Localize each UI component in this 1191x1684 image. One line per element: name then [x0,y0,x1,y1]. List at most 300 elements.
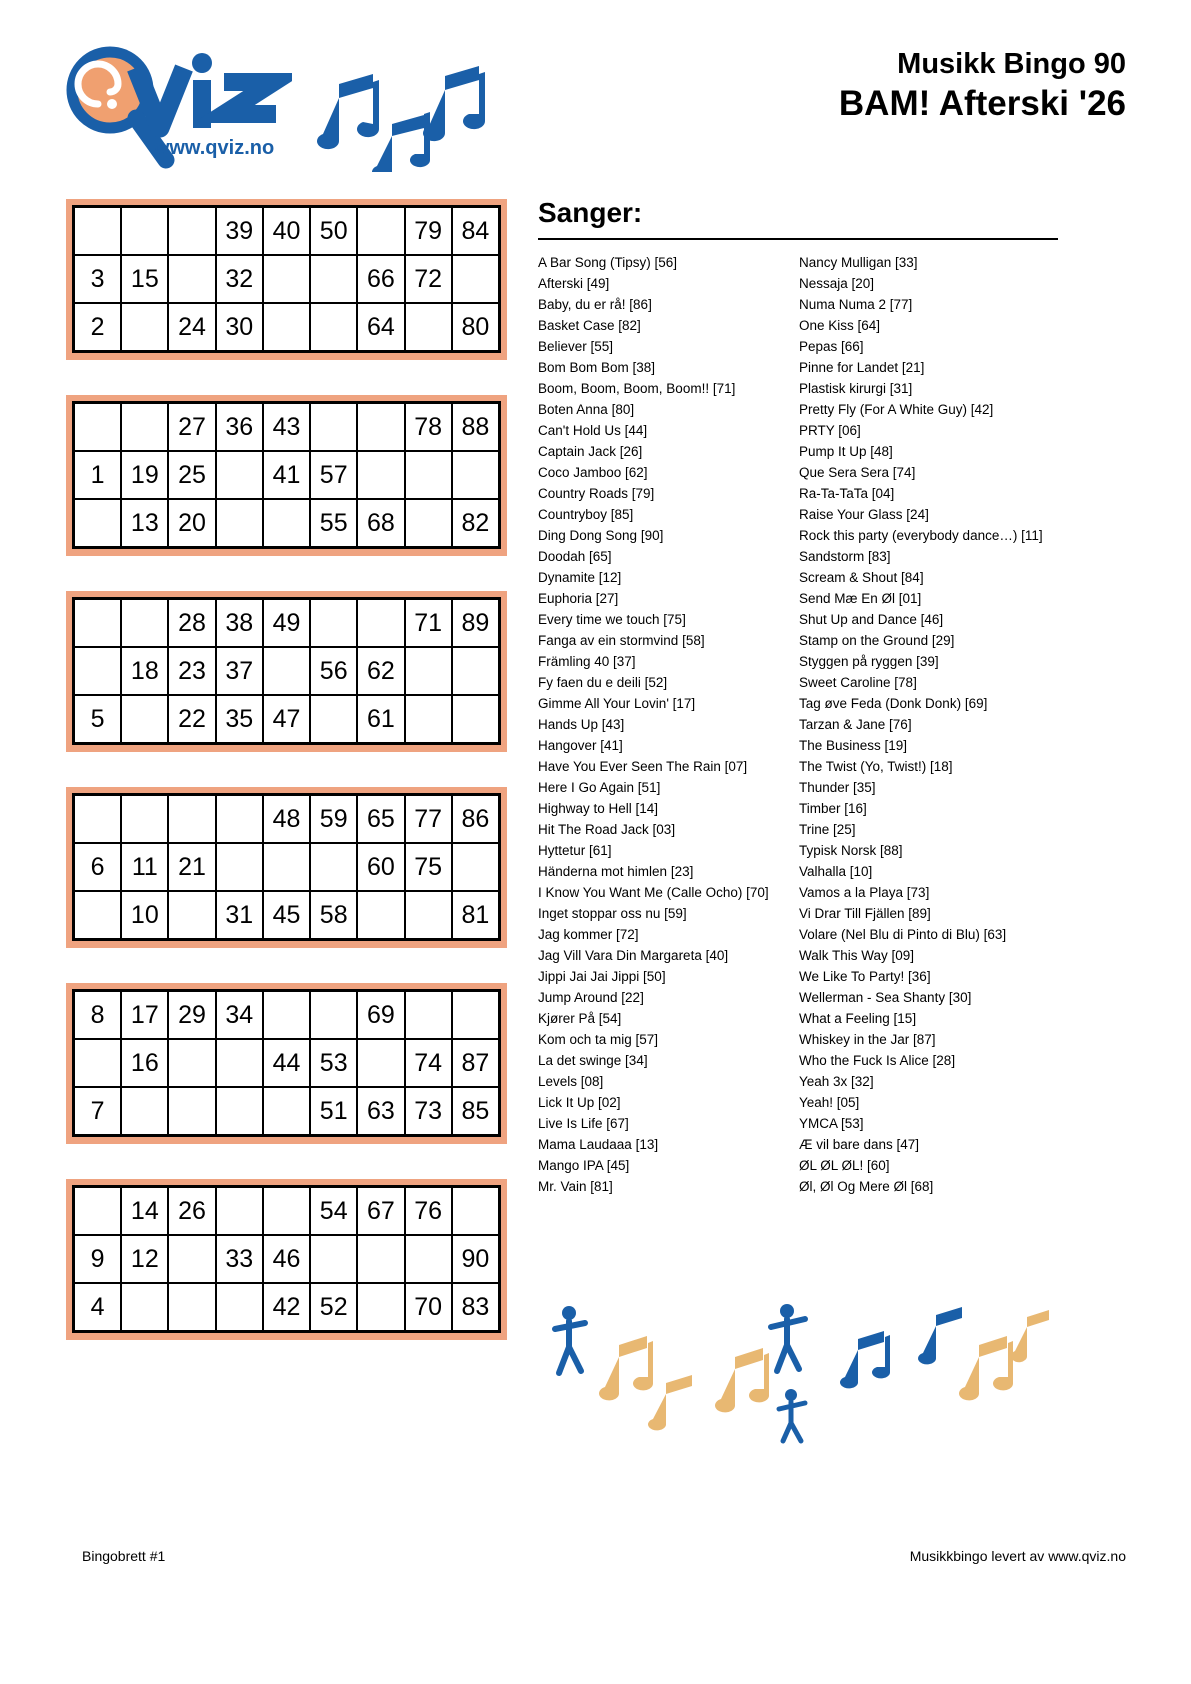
song-list-item: A Bar Song (Tipsy) [56] [538,255,678,270]
song-list-item: Captain Jack [26] [538,444,643,459]
bingo-cell[interactable]: 31 [217,892,262,938]
bingo-cell[interactable]: 34 [217,992,262,1038]
bingo-cell-empty[interactable] [311,1236,356,1282]
music-note-icon [305,62,495,172]
bingo-cell-empty[interactable] [122,208,167,254]
bingo-cell[interactable]: 8 [75,992,120,1038]
footer-credit: Musikkbingo levert av www.qviz.no [909,1548,1126,1564]
bingo-board [66,591,507,752]
bingo-cell[interactable]: 61 [358,696,403,742]
bingo-cell-empty[interactable] [358,892,403,938]
bingo-grid [72,793,501,941]
bingo-cell-empty[interactable] [311,256,356,302]
bingo-cell[interactable]: 29 [169,992,214,1038]
bingo-cell[interactable]: 23 [169,648,214,694]
song-list-item: Ding Dong Song [90] [538,528,664,543]
song-list-item: Raise Your Glass [24] [799,507,929,522]
bingo-cell[interactable]: 71 [406,600,451,646]
song-list-item: Countryboy [85] [538,507,634,522]
bingo-cell-empty[interactable] [311,992,356,1038]
bingo-cell[interactable]: 21 [169,844,214,890]
bingo-cell[interactable]: 70 [406,1284,451,1330]
dancers-decoration [545,1295,1065,1445]
song-list-item: Fanga av ein stormvind [58] [538,633,705,648]
bingo-row [75,1284,498,1330]
bingo-cell-empty[interactable] [358,1236,403,1282]
bingo-cell-empty[interactable] [358,208,403,254]
song-list-item: Jippi Jai Jai Jippi [50] [538,969,666,984]
bingo-cell[interactable]: 85 [453,1088,498,1134]
song-list-item: Dynamite [12] [538,570,622,585]
bingo-cell-empty[interactable] [169,796,214,842]
bingo-cell[interactable]: 28 [169,600,214,646]
song-list-item: Yeah 3x [32] [799,1074,874,1089]
bingo-row [75,892,498,938]
bingo-cell[interactable]: 30 [217,304,262,350]
bingo-cell[interactable]: 26 [169,1188,214,1234]
song-list-item: Nancy Mulligan [33] [799,255,918,270]
song-list-item: Mango IPA [45] [538,1158,630,1173]
song-list-item: Sweet Caroline [78] [799,675,917,690]
title-block [839,46,1126,126]
bingo-cell-empty[interactable] [169,1040,214,1086]
bingo-grid [72,989,501,1137]
bingo-cell-empty[interactable] [169,1284,214,1330]
bingo-cell[interactable]: 86 [453,796,498,842]
song-list-item: Whiskey in the Jar [87] [799,1032,936,1047]
song-list-item: Send Mæ En Øl [01] [799,591,922,606]
bingo-row [75,796,498,842]
bingo-cell[interactable]: 58 [311,892,356,938]
song-list-item: Country Roads [79] [538,486,655,501]
bingo-cell[interactable]: 83 [453,1284,498,1330]
page-title: BAM! Afterski '26 [838,84,1126,123]
song-list-item: Live Is Life [67] [538,1116,629,1131]
bingo-cell[interactable]: 57 [311,452,356,498]
bingo-cell[interactable]: 67 [358,1188,403,1234]
bingo-cell[interactable]: 18 [122,648,167,694]
bingo-cell[interactable]: 12 [122,1236,167,1282]
song-list-item: Vi Drar Till Fjällen [89] [799,906,931,921]
song-list-item: Kom och ta mig [57] [538,1032,659,1047]
bingo-cell-empty[interactable] [311,404,356,450]
song-list-item: Vamos a la Playa [73] [799,885,930,900]
bingo-cell[interactable]: 79 [406,208,451,254]
song-list-item: Hands Up [43] [538,717,625,732]
bingo-cell[interactable]: 76 [406,1188,451,1234]
song-list-item: The Business [19] [799,738,908,753]
song-list-item: Styggen på ryggen [39] [799,654,939,669]
bingo-cell[interactable]: 80 [453,304,498,350]
song-list-item: Mr. Vain [81] [538,1179,613,1194]
bingo-cell[interactable]: 4 [75,1284,120,1330]
bingo-row [75,1040,498,1086]
bingo-cell[interactable]: 90 [453,1236,498,1282]
bingo-cell-empty[interactable] [453,1188,498,1234]
bingo-row [75,992,498,1038]
bingo-cell-empty[interactable] [264,648,309,694]
bingo-cell[interactable]: 35 [217,696,262,742]
song-list-item: Pepas [66] [799,339,864,354]
song-list-item: Æ vil bare dans [47] [799,1137,920,1152]
bingo-cell-empty[interactable] [75,648,120,694]
bingo-cell[interactable]: 22 [169,696,214,742]
bingo-cell-empty[interactable] [264,304,309,350]
bingo-cell[interactable]: 59 [311,796,356,842]
bingo-cell-empty[interactable] [264,1188,309,1234]
bingo-row [75,304,498,350]
song-list-item: I Know You Want Me (Calle Ocho) [70] [538,885,769,900]
bingo-cell[interactable]: 11 [122,844,167,890]
bingo-cell[interactable]: 5 [75,696,120,742]
bingo-cell[interactable]: 33 [217,1236,262,1282]
song-list-item: Thunder [35] [799,780,876,795]
song-list-item: Typisk Norsk [88] [799,843,903,858]
bingo-cell[interactable]: 40 [264,208,309,254]
song-list-item: Øl, Øl Og Mere Øl [68] [799,1179,934,1194]
bingo-cell[interactable]: 41 [264,452,309,498]
bingo-cell-empty[interactable] [75,892,120,938]
bingo-cell[interactable]: 73 [406,1088,451,1134]
bingo-cell-empty[interactable] [217,796,262,842]
bingo-cell[interactable]: 66 [358,256,403,302]
song-list-item: Boten Anna [80] [538,402,635,417]
bingo-cell-empty[interactable] [75,1040,120,1086]
song-list-item: Pretty Fly (For A White Guy) [42] [799,402,994,417]
bingo-cell-empty[interactable] [217,1284,262,1330]
bingo-cell-empty[interactable] [122,1284,167,1330]
song-list-item: Valhalla [10] [799,864,873,879]
bingo-cell-empty[interactable] [169,892,214,938]
song-list-item: Tag øve Feda (Donk Donk) [69] [799,696,988,711]
bingo-cell[interactable]: 68 [358,500,403,546]
song-list-item: Doodah [65] [538,549,612,564]
bingo-cell[interactable]: 43 [264,404,309,450]
bingo-cell-empty[interactable] [217,1088,262,1134]
page-header [0,0,1191,190]
bingo-cell[interactable]: 45 [264,892,309,938]
bingo-cell-empty[interactable] [358,404,403,450]
song-list-item: Händerna mot himlen [23] [538,864,694,879]
song-list-item: Wellerman - Sea Shanty [30] [799,990,972,1005]
bingo-board [66,395,507,556]
bingo-cell[interactable]: 47 [264,696,309,742]
bingo-cell-empty[interactable] [169,1236,214,1282]
song-list-item: What a Feeling [15] [799,1011,917,1026]
bingo-cell-empty[interactable] [264,500,309,546]
song-list-item: Tarzan & Jane [76] [799,717,912,732]
song-list-item: Sandstorm [83] [799,549,891,564]
bingo-cell-empty[interactable] [169,1088,214,1134]
bingo-cell[interactable]: 6 [75,844,120,890]
bingo-cell[interactable]: 69 [358,992,403,1038]
bingo-row [75,256,498,302]
bingo-cell-empty[interactable] [217,1040,262,1086]
bingo-cell[interactable]: 54 [311,1188,356,1234]
bingo-cell[interactable]: 89 [453,600,498,646]
bingo-row [75,844,498,890]
bingo-cell[interactable]: 65 [358,796,403,842]
qviz-logo [62,42,292,172]
bingo-cell-empty[interactable] [406,1236,451,1282]
bingo-cell-empty[interactable] [122,1088,167,1134]
page-subtitle: Musikk Bingo 90 [897,48,1126,80]
song-column-left [538,252,799,1197]
song-list-divider [538,238,1058,240]
bingo-cell[interactable]: 1 [75,452,120,498]
song-list-item: Lick It Up [02] [538,1095,621,1110]
bingo-cell[interactable]: 44 [264,1040,309,1086]
song-list-item: We Like To Party! [36] [799,969,931,984]
bingo-grid [72,597,501,745]
bingo-cell-empty[interactable] [122,600,167,646]
bingo-cell-empty[interactable] [358,600,403,646]
song-list-heading: Sanger: [538,197,643,228]
bingo-cell-empty[interactable] [217,844,262,890]
bingo-cell[interactable]: 25 [169,452,214,498]
bingo-cell-empty[interactable] [264,844,309,890]
music-notes-decoration [305,62,495,172]
bingo-board [66,983,507,1144]
song-list-item: Afterski [49] [538,276,610,291]
bingo-cell-empty[interactable] [264,1088,309,1134]
bingo-cell[interactable]: 32 [217,256,262,302]
bingo-cell[interactable]: 50 [311,208,356,254]
bingo-cell-empty[interactable] [453,648,498,694]
bingo-boards [66,199,507,1375]
bingo-cell-empty[interactable] [406,452,451,498]
bingo-cell-empty[interactable] [264,256,309,302]
bingo-cell[interactable]: 60 [358,844,403,890]
bingo-cell-empty[interactable] [217,500,262,546]
bingo-cell-empty[interactable] [169,208,214,254]
bingo-row [75,648,498,694]
bingo-cell-empty[interactable] [75,500,120,546]
song-list-item: Numa Numa 2 [77] [799,297,913,312]
bingo-board [66,199,507,360]
bingo-cell-empty[interactable] [406,500,451,546]
song-list-item: Stamp on the Ground [29] [799,633,955,648]
song-list-item: Que Sera Sera [74] [799,465,916,480]
song-list-item: Hyttetur [61] [538,843,612,858]
song-list-item: Can't Hold Us [44] [538,423,648,438]
song-list-item: Euphoria [27] [538,591,619,606]
bingo-cell-empty[interactable] [358,1284,403,1330]
song-list-item: Levels [08] [538,1074,604,1089]
bingo-cell-empty[interactable] [358,452,403,498]
song-list-item: Främling 40 [37] [538,654,636,669]
bingo-row [75,1088,498,1134]
bingo-cell[interactable]: 74 [406,1040,451,1086]
song-list-item: Hit The Road Jack [03] [538,822,676,837]
bingo-row [75,600,498,646]
song-list-item: YMCA [53] [799,1116,864,1131]
bingo-cell[interactable]: 10 [122,892,167,938]
bingo-cell-empty[interactable] [406,648,451,694]
bingo-cell[interactable]: 46 [264,1236,309,1282]
song-list-item: Believer [55] [538,339,614,354]
bingo-row [75,1236,498,1282]
song-list-item: Fy faen du e deili [52] [538,675,668,690]
bingo-cell[interactable]: 75 [406,844,451,890]
bingo-cell-empty[interactable] [169,256,214,302]
bingo-cell[interactable]: 19 [122,452,167,498]
song-list-item: Who the Fuck Is Alice [28] [799,1053,956,1068]
song-list-item: The Twist (Yo, Twist!) [18] [799,759,953,774]
bingo-grid [72,401,501,549]
bingo-cell[interactable]: 52 [311,1284,356,1330]
song-list-item: Plastisk kirurgi [31] [799,381,913,396]
bingo-row [75,404,498,450]
qviz-logo-icon [62,42,292,172]
bingo-cell-empty[interactable] [122,404,167,450]
bingo-cell[interactable]: 64 [358,304,403,350]
song-list-item: Boom, Boom, Boom, Boom!! [71] [538,381,736,396]
bingo-cell-empty[interactable] [122,796,167,842]
bingo-cell[interactable]: 7 [75,1088,120,1134]
dancing-people-and-notes-icon [545,1295,1065,1445]
bingo-cell[interactable]: 17 [122,992,167,1038]
bingo-cell[interactable]: 14 [122,1188,167,1234]
song-list-panel [538,196,1058,1197]
bingo-cell-empty[interactable] [122,304,167,350]
bingo-cell-empty[interactable] [122,696,167,742]
bingo-row [75,452,498,498]
bingo-cell[interactable]: 42 [264,1284,309,1330]
bingo-cell[interactable]: 87 [453,1040,498,1086]
song-list-item: Gimme All Your Lovin' [17] [538,696,696,711]
bingo-cell-empty[interactable] [311,696,356,742]
bingo-cell-empty[interactable] [406,696,451,742]
song-list-item: Jag Vill Vara Din Margareta [40] [538,948,729,963]
bingo-cell[interactable]: 9 [75,1236,120,1282]
bingo-cell-empty[interactable] [406,892,451,938]
song-list-item: Yeah! [05] [799,1095,860,1110]
song-list-item: Walk This Way [09] [799,948,915,963]
bingo-cell[interactable]: 38 [217,600,262,646]
song-list-item: Shut Up and Dance [46] [799,612,944,627]
song-list-item: ØL ØL ØL! [60] [799,1158,890,1173]
footer-board-number: Bingobrett #1 [82,1548,166,1564]
bingo-cell-empty[interactable] [75,404,120,450]
song-list-item: Inget stoppar oss nu [59] [538,906,687,921]
song-list-item: Timber [16] [799,801,867,816]
bingo-cell[interactable]: 49 [264,600,309,646]
bingo-cell-empty[interactable] [311,844,356,890]
bingo-cell[interactable]: 78 [406,404,451,450]
song-list-item: Jag kommer [72] [538,927,639,942]
bingo-cell[interactable]: 16 [122,1040,167,1086]
bingo-cell[interactable]: 55 [311,500,356,546]
song-list-item: One Kiss [64] [799,318,881,333]
song-list-item: Have You Ever Seen The Rain [07] [538,759,748,774]
bingo-cell[interactable]: 53 [311,1040,356,1086]
bingo-cell[interactable]: 72 [406,256,451,302]
bingo-cell[interactable]: 77 [406,796,451,842]
bingo-cell-empty[interactable] [453,844,498,890]
bingo-cell-empty[interactable] [358,1040,403,1086]
bingo-cell-empty[interactable] [75,600,120,646]
bingo-cell[interactable]: 27 [169,404,214,450]
bingo-cell[interactable]: 82 [453,500,498,546]
bingo-cell[interactable]: 88 [453,404,498,450]
song-list-item: Basket Case [82] [538,318,641,333]
song-list-item: PRTY [06] [799,423,861,438]
bingo-cell-empty[interactable] [75,1188,120,1234]
bingo-cell[interactable]: 15 [122,256,167,302]
song-list-item: Bom Bom Bom [38] [538,360,656,375]
bingo-cell-empty[interactable] [453,256,498,302]
bingo-row [75,696,498,742]
bingo-cell[interactable]: 84 [453,208,498,254]
bingo-cell[interactable]: 81 [453,892,498,938]
bingo-cell-empty[interactable] [217,1188,262,1234]
bingo-cell[interactable]: 56 [311,648,356,694]
song-list-item: Hangover [41] [538,738,623,753]
bingo-cell-empty[interactable] [453,696,498,742]
song-list-item: Here I Go Again [51] [538,780,661,795]
song-list-item: Trine [25] [799,822,856,837]
bingo-cell[interactable]: 39 [217,208,262,254]
song-list-item: Volare (Nel Blu di Pinto di Blu) [63] [799,927,1007,942]
bingo-cell[interactable]: 20 [169,500,214,546]
bingo-cell-empty[interactable] [75,208,120,254]
page-footer [0,1540,1191,1580]
song-list-item: Pump It Up [48] [799,444,893,459]
bingo-cell-empty[interactable] [311,304,356,350]
song-list-item: Nessaja [20] [799,276,875,291]
bingo-cell-empty[interactable] [311,600,356,646]
song-list-item: Rock this party (everybody dance…) [11] [799,528,1043,543]
bingo-cell-empty[interactable] [406,992,451,1038]
bingo-cell[interactable]: 36 [217,404,262,450]
bingo-row [75,500,498,546]
song-list-item: Ra-Ta-TaTa [04] [799,486,895,501]
bingo-cell-empty[interactable] [453,452,498,498]
song-column-right [799,252,1058,1197]
bingo-cell-empty[interactable] [264,992,309,1038]
bingo-cell-empty[interactable] [453,992,498,1038]
song-list-item: La det swinge [34] [538,1053,648,1068]
bingo-cell[interactable]: 51 [311,1088,356,1134]
bingo-cell-empty[interactable] [217,452,262,498]
bingo-cell[interactable]: 13 [122,500,167,546]
song-list-item: Coco Jamboo [62] [538,465,648,480]
bingo-cell[interactable]: 48 [264,796,309,842]
bingo-board [66,1179,507,1340]
bingo-cell[interactable]: 2 [75,304,120,350]
bingo-grid [72,1185,501,1333]
bingo-board [66,787,507,948]
song-list-item: Mama Laudaaa [13] [538,1137,659,1152]
bingo-cell-empty[interactable] [406,304,451,350]
bingo-cell[interactable]: 62 [358,648,403,694]
song-list-item: Jump Around [22] [538,990,644,1005]
song-list-item: Baby, du er rå! [86] [538,297,652,312]
bingo-grid [72,205,501,353]
bingo-cell[interactable]: 37 [217,648,262,694]
svg-text:www.qviz.no: www.qviz.no [153,137,275,159]
song-list-item: Scream & Shout [84] [799,570,924,585]
bingo-cell[interactable]: 63 [358,1088,403,1134]
bingo-cell[interactable]: 24 [169,304,214,350]
bingo-cell[interactable]: 3 [75,256,120,302]
bingo-row [75,208,498,254]
song-list-item: Pinne for Landet [21] [799,360,925,375]
bingo-cell-empty[interactable] [75,796,120,842]
song-list-item: Highway to Hell [14] [538,801,659,816]
song-list-item: Kjører På [54] [538,1011,622,1026]
